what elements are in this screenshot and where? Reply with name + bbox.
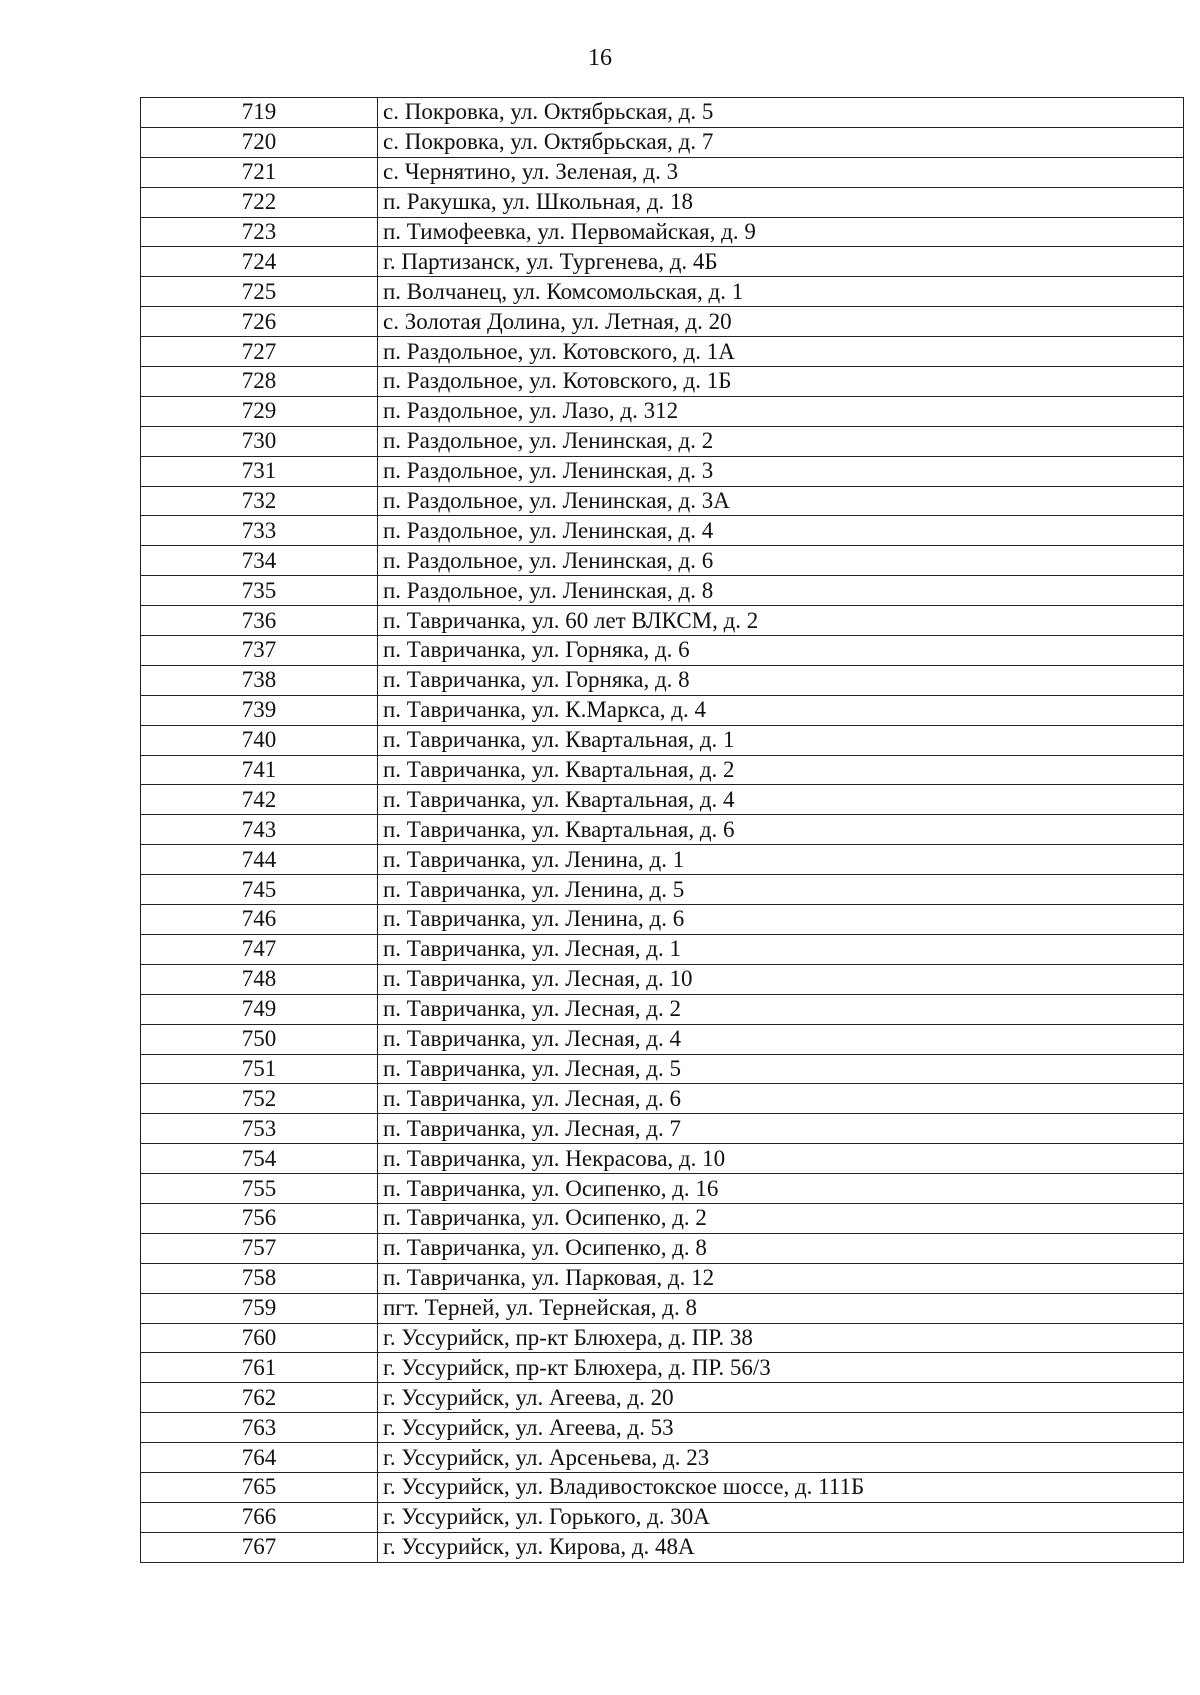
table-row: [141, 456, 1184, 486]
row-number-cell: 722: [141, 187, 378, 217]
row-number-cell: 743: [141, 815, 378, 845]
row-number-cell: 759: [141, 1293, 378, 1323]
row-number-cell: 758: [141, 1263, 378, 1293]
row-number-cell: 742: [141, 785, 378, 815]
address-cell: п. Тавричанка, ул. Квартальная, д. 2: [378, 755, 1184, 785]
table-row: [141, 486, 1184, 516]
address-cell: п. Тимофеевка, ул. Первомайская, д. 9: [378, 217, 1184, 247]
table-row: [141, 636, 1184, 666]
row-number-cell: 738: [141, 665, 378, 695]
address-cell: г. Уссурийск, ул. Владивостокское шоссе, д. 111Б: [378, 1472, 1184, 1502]
table-row: [141, 337, 1184, 367]
table-row: [141, 576, 1184, 606]
row-number-cell: 754: [141, 1144, 378, 1174]
row-number-cell: 723: [141, 217, 378, 247]
address-cell: п. Раздольное, ул. Ленинская, д. 8: [378, 576, 1184, 606]
address-cell: п. Тавричанка, ул. Осипенко, д. 2: [378, 1203, 1184, 1233]
address-cell: п. Тавричанка, ул. Горняка, д. 8: [378, 665, 1184, 695]
table-row: [141, 1233, 1184, 1263]
address-cell: г. Уссурийск, пр-кт Блюхера, д. ПР. 38: [378, 1323, 1184, 1353]
table-row: [141, 217, 1184, 247]
table-row: [141, 367, 1184, 397]
row-number-cell: 761: [141, 1353, 378, 1383]
row-number-cell: 741: [141, 755, 378, 785]
table-row: [141, 516, 1184, 546]
address-cell: п. Тавричанка, ул. Квартальная, д. 6: [378, 815, 1184, 845]
row-number-cell: 763: [141, 1413, 378, 1443]
address-cell: п. Раздольное, ул. Ленинская, д. 3А: [378, 486, 1184, 516]
table-row: [141, 307, 1184, 337]
table-row: [141, 1054, 1184, 1084]
address-cell: п. Тавричанка, ул. Ленина, д. 5: [378, 875, 1184, 905]
row-number-cell: 740: [141, 725, 378, 755]
address-cell: г. Уссурийск, ул. Кирова, д. 48А: [378, 1532, 1184, 1562]
table-row: [141, 157, 1184, 187]
address-cell: г. Партизанск, ул. Тургенева, д. 4Б: [378, 247, 1184, 277]
row-number-cell: 727: [141, 337, 378, 367]
table-row: [141, 725, 1184, 755]
row-number-cell: 752: [141, 1084, 378, 1114]
table-row: [141, 247, 1184, 277]
row-number-cell: 764: [141, 1443, 378, 1473]
row-number-cell: 751: [141, 1054, 378, 1084]
table-row: [141, 127, 1184, 157]
row-number-cell: 757: [141, 1233, 378, 1263]
row-number-cell: 749: [141, 994, 378, 1024]
address-table: [140, 97, 1184, 1563]
row-number-cell: 726: [141, 307, 378, 337]
table-row: [141, 1174, 1184, 1204]
table-row: [141, 396, 1184, 426]
address-cell: п. Тавричанка, ул. 60 лет ВЛКСМ, д. 2: [378, 606, 1184, 636]
table-row: [141, 1323, 1184, 1353]
row-number-cell: 735: [141, 576, 378, 606]
table-row: [141, 695, 1184, 725]
page-number: 16: [588, 45, 612, 71]
row-number-cell: 756: [141, 1203, 378, 1233]
table-row: [141, 1413, 1184, 1443]
table-row: [141, 1383, 1184, 1413]
table-row: [141, 785, 1184, 815]
address-cell: с. Покровка, ул. Октябрьская, д. 5: [378, 98, 1184, 128]
table-row: [141, 845, 1184, 875]
address-cell: п. Тавричанка, ул. Лесная, д. 10: [378, 964, 1184, 994]
row-number-cell: 730: [141, 426, 378, 456]
row-number-cell: 734: [141, 546, 378, 576]
row-number-cell: 732: [141, 486, 378, 516]
address-cell: п. Тавричанка, ул. Ленина, д. 6: [378, 905, 1184, 935]
row-number-cell: 746: [141, 905, 378, 935]
row-number-cell: 737: [141, 636, 378, 666]
address-cell: п. Раздольное, ул. Ленинская, д. 6: [378, 546, 1184, 576]
address-cell: г. Уссурийск, пр-кт Блюхера, д. ПР. 56/3: [378, 1353, 1184, 1383]
table-row: [141, 1263, 1184, 1293]
address-cell: п. Тавричанка, ул. Лесная, д. 6: [378, 1084, 1184, 1114]
table-row: [141, 1443, 1184, 1473]
table-row: [141, 1502, 1184, 1532]
address-cell: п. Раздольное, ул. Ленинская, д. 3: [378, 456, 1184, 486]
table-row: [141, 755, 1184, 785]
table-row: [141, 1472, 1184, 1502]
address-cell: п. Тавричанка, ул. Квартальная, д. 4: [378, 785, 1184, 815]
address-cell: п. Раздольное, ул. Лазо, д. 312: [378, 396, 1184, 426]
address-cell: п. Тавричанка, ул. Горняка, д. 6: [378, 636, 1184, 666]
row-number-cell: 748: [141, 964, 378, 994]
row-number-cell: 760: [141, 1323, 378, 1353]
address-cell: п. Тавричанка, ул. Лесная, д. 1: [378, 934, 1184, 964]
address-cell: п. Тавричанка, ул. К.Маркса, д. 4: [378, 695, 1184, 725]
table-row: [141, 934, 1184, 964]
row-number-cell: 762: [141, 1383, 378, 1413]
address-cell: п. Тавричанка, ул. Некрасова, д. 10: [378, 1144, 1184, 1174]
row-number-cell: 765: [141, 1472, 378, 1502]
address-cell: с. Золотая Долина, ул. Летная, д. 20: [378, 307, 1184, 337]
row-number-cell: 724: [141, 247, 378, 277]
address-cell: п. Тавричанка, ул. Лесная, д. 4: [378, 1024, 1184, 1054]
address-cell: п. Тавричанка, ул. Осипенко, д. 8: [378, 1233, 1184, 1263]
row-number-cell: 729: [141, 396, 378, 426]
row-number-cell: 728: [141, 367, 378, 397]
address-cell: п. Волчанец, ул. Комсомольская, д. 1: [378, 277, 1184, 307]
table-row: [141, 426, 1184, 456]
table-row: [141, 1293, 1184, 1323]
row-number-cell: 719: [141, 98, 378, 128]
table-row: [141, 1203, 1184, 1233]
row-number-cell: 720: [141, 127, 378, 157]
row-number-cell: 745: [141, 875, 378, 905]
address-cell: с. Покровка, ул. Октябрьская, д. 7: [378, 127, 1184, 157]
table-row: [141, 187, 1184, 217]
address-cell: п. Тавричанка, ул. Осипенко, д. 16: [378, 1174, 1184, 1204]
address-cell: п. Раздольное, ул. Ленинская, д. 2: [378, 426, 1184, 456]
address-cell: п. Тавричанка, ул. Лесная, д. 5: [378, 1054, 1184, 1084]
address-cell: п. Ракушка, ул. Школьная, д. 18: [378, 187, 1184, 217]
address-cell: г. Уссурийск, ул. Агеева, д. 53: [378, 1413, 1184, 1443]
row-number-cell: 755: [141, 1174, 378, 1204]
address-cell: п. Тавричанка, ул. Квартальная, д. 1: [378, 725, 1184, 755]
table-row: [141, 665, 1184, 695]
address-cell: г. Уссурийск, ул. Горького, д. 30А: [378, 1502, 1184, 1532]
address-cell: п. Раздольное, ул. Котовского, д. 1Б: [378, 367, 1184, 397]
row-number-cell: 767: [141, 1532, 378, 1562]
address-cell: п. Раздольное, ул. Ленинская, д. 4: [378, 516, 1184, 546]
table-row: [141, 1114, 1184, 1144]
table-row: [141, 815, 1184, 845]
table-row: [141, 546, 1184, 576]
table-row: [141, 1084, 1184, 1114]
address-cell: г. Уссурийск, ул. Арсеньева, д. 23: [378, 1443, 1184, 1473]
address-cell: п. Тавричанка, ул. Лесная, д. 7: [378, 1114, 1184, 1144]
table-row: [141, 1144, 1184, 1174]
row-number-cell: 739: [141, 695, 378, 725]
table-row: [141, 994, 1184, 1024]
row-number-cell: 721: [141, 157, 378, 187]
address-cell: п. Раздольное, ул. Котовского, д. 1А: [378, 337, 1184, 367]
address-cell: п. Тавричанка, ул. Лесная, д. 2: [378, 994, 1184, 1024]
table-row: [141, 277, 1184, 307]
table-row: [141, 1024, 1184, 1054]
table-row: [141, 905, 1184, 935]
address-cell: п. Тавричанка, ул. Ленина, д. 1: [378, 845, 1184, 875]
table-row: [141, 98, 1184, 128]
row-number-cell: 766: [141, 1502, 378, 1532]
address-cell: пгт. Терней, ул. Тернейская, д. 8: [378, 1293, 1184, 1323]
address-table-body: [141, 98, 1184, 1563]
address-cell: г. Уссурийск, ул. Агеева, д. 20: [378, 1383, 1184, 1413]
row-number-cell: 744: [141, 845, 378, 875]
table-row: [141, 1532, 1184, 1562]
row-number-cell: 725: [141, 277, 378, 307]
row-number-cell: 731: [141, 456, 378, 486]
address-cell: с. Чернятино, ул. Зеленая, д. 3: [378, 157, 1184, 187]
row-number-cell: 753: [141, 1114, 378, 1144]
table-row: [141, 964, 1184, 994]
address-cell: п. Тавричанка, ул. Парковая, д. 12: [378, 1263, 1184, 1293]
row-number-cell: 736: [141, 606, 378, 636]
row-number-cell: 750: [141, 1024, 378, 1054]
table-row: [141, 1353, 1184, 1383]
table-row: [141, 606, 1184, 636]
row-number-cell: 747: [141, 934, 378, 964]
table-row: [141, 875, 1184, 905]
row-number-cell: 733: [141, 516, 378, 546]
